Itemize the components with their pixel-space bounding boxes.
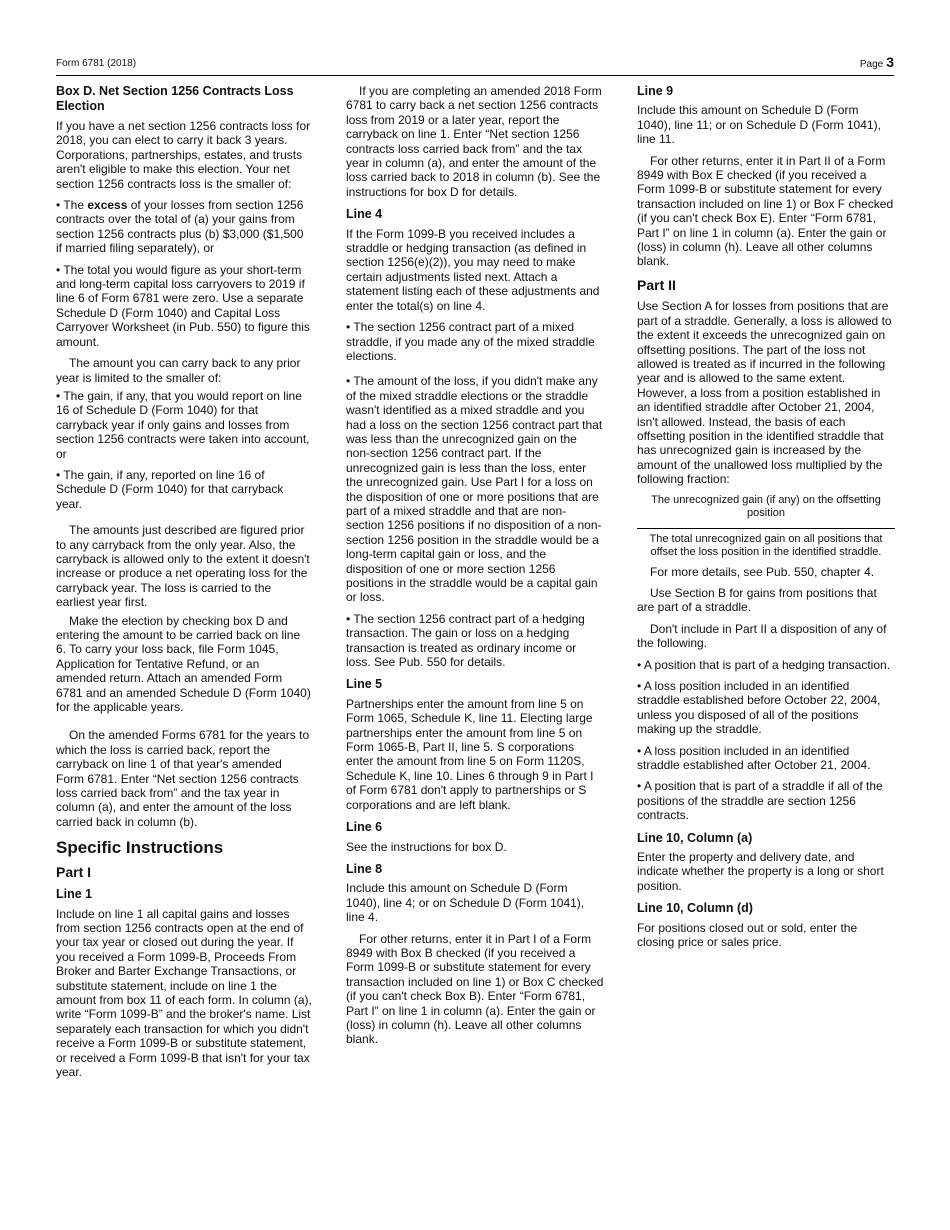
- line5-heading: Line 5: [346, 677, 383, 692]
- page-number: 3: [886, 54, 894, 70]
- line4-bullet-mixed: • The section 1256 contract part of a mixed straddle, if you made any of the mixed straddle elections.: [346, 320, 595, 363]
- line4-bullet-hedging: • The section 1256 contract part of a hedging transaction. The gain or loss on a hedging transaction is treated as ordinary income or loss. See Pub. 550 for details.: [346, 611, 585, 670]
- election-paragraph: Make the election by checking box D and entering the amount to be carried back on line 6. To carry your loss back, file Form 1045, Application for Tentative Refund, or an amended return. Attach an amended Form 6781 and an amended Schedule D (Form 1040) for the applicable years.: [56, 613, 311, 715]
- line10d-text: For positions closed out or sold, enter the closing price or sales price.: [637, 920, 858, 950]
- line1-heading: Line 1: [56, 887, 93, 902]
- line10a-text: Enter the property and delivery date, and indicate whether the property is a long or short position.: [637, 850, 884, 893]
- line6-heading: Line 6: [346, 820, 383, 835]
- specific-instructions-heading: Specific Instructions: [56, 838, 224, 858]
- carryback-limit: The amount you can carry back to any prior year is limited to the smaller of:: [56, 356, 301, 385]
- more-details: For more details, see Pub. 550, chapter 4.: [650, 564, 875, 579]
- form-label: Form 6781 (2018): [56, 58, 137, 69]
- bullet-excess-bold: excess: [87, 198, 128, 213]
- line8-text: Include this amount on Schedule D (Form 1040), line 4; or on Schedule D (Form 1041), line 4.: [346, 881, 585, 925]
- unallowed-loss-fraction: [637, 494, 895, 559]
- part2-bullet-all-1256: • A position that is part of a straddle if all of the positions of the straddle are section 1256 contracts.: [637, 779, 883, 823]
- fraction-bar: [637, 528, 895, 529]
- bullet-excess: [56, 198, 312, 256]
- line6-text: See the instructions for box D.: [346, 839, 507, 854]
- fraction-numerator: The unrecognized gain (if any) on the offsetting position: [651, 493, 881, 519]
- line8-other-returns: For other returns, enter it in Part I of a Form 8949 with Box B checked (if you received a Form 1099-B or substitute statement for every transaction included on line 1) or Box C checked (if you can't check Box B). Enter “Form 6781, Part I” on line 1 in column (a). Enter the gain or (loss) in column (h). Leave all other columns blank.: [346, 931, 604, 1047]
- bullet-carryover: • The total you would figure as your short-term and long-term capital loss carryovers to 2019 if line 6 of Form 6781 were zero. Use a separate Schedule D (Form 1040) and Capital Loss Carryover Worksheet (in Pub. 550) to figure this amount.: [56, 262, 310, 349]
- line5-text: Partnerships enter the amount from line 5 on Form 1065, Schedule K, line 11. Electing large partnerships enter the amount from line 5 on Form 1065-B, Part II, line 5. S corporations enter the amount from line 5 on Form 1120S, Schedule K, line 10. Lines 6 through 9 in Part I of Form 6781 don't apply to partnerships or S corporations and are left blank.: [346, 696, 594, 812]
- bullet-gain-reported: • The gain, if any, reported on line 16 of Schedule D (Form 1040) for that carryback year.: [56, 467, 284, 511]
- line1-text: Include on line 1 all capital gains and losses from section 1256 contracts open at the end of your tax year or closed out during the year. If you received a Form 1099-B, Proceeds From Broker and Barter Exchange Transactions, or substitute statement, include on line 1 the amount from box 11 of each form. In column (a), write “Form 1099-B” and the broker's name. List separately each transaction for which you didn't receive a Form 1099-B or substitute statement, or received a Form 1099-B that isn't for your tax year.: [56, 906, 312, 1079]
- line4-bullet-loss: • The amount of the loss, if you didn't make any of the mixed straddle elections or the straddle wasn't identified as a mixed straddle and you had a loss on the section 1256 contract part that was less than the unrecognized gain on the non-section 1256 contract part. If the unrecognized gain is less than the loss, enter the unrecognized gain. Use Part I for a loss on the disposition of one or more positions that are part of a mixed straddle and that are non-section 1256 positions if no disposition of a non-section 1256 position in the straddle would be a long-term capital gain or loss, and the disposition of one or more section 1256 positions in the straddle would be a capital gain or loss.: [346, 374, 603, 605]
- amended-paragraph: On the amended Forms 6781 for the years to which the loss is carried back, report the carryback on line 1 of that year's amended Form 6781. Enter “Net section 1256 contracts loss carried back from” and the tax year in column (a), and enter the amount of the loss carried back in column (b).: [56, 728, 310, 829]
- page-word: Page: [859, 59, 884, 70]
- line10a-heading: Line 10, Column (a): [637, 830, 753, 845]
- part2-text: Use Section A for losses from positions that are part of a straddle. Generally, a loss is allowed to the extent it exceeds the unrecognized gain on offsetting positions. The part of the loss not allowed is treated as if incurred in the following year and is allowed to the same extent. However, a loss from a position established in an identified straddle after October 21, 2004, isn't allowed. Instead, the basis of each offsetting position in the identified straddle that has unrecognized gain is increased by the amount of the unallowed loss multiplied by the following fraction:: [637, 299, 892, 487]
- boxd-intro: If you have a net section 1256 contracts loss for 2018, you can elect to carry it back 3 years. Corporations, partnerships, estates, and trusts aren't eligible to make this election. Your net section 1256 contracts loss is the smaller of:: [56, 119, 311, 191]
- amended-2018-paragraph: If you are completing an amended 2018 Form 6781 to carry back a net section 1256 contracts loss from 2019 or a later year, report the carryback on line 1. Enter “Net section 1256 contracts loss carried back from” and the tax year in column (a), and enter the amount of the loss carried back to 2018 in column (b). See the instructions for box D for details.: [346, 84, 602, 199]
- line8-heading: Line 8: [346, 861, 383, 876]
- amounts-paragraph: The amounts just described are figured prior to any carryback from the only year. Also, the carryback is allowed only to the extent it doesn't increase or produce a net operating loss for the carryback year. The loss is carried to the earliest year first.: [56, 523, 310, 610]
- page-header: [56, 55, 894, 76]
- line10d-heading: Line 10, Column (d): [637, 901, 753, 916]
- line9-heading: Line 9: [637, 84, 674, 98]
- part2-bullet-after-oct21: • A loss position included in an identified straddle established after October 21, 2004.: [637, 743, 871, 773]
- column-1: [56, 84, 312, 1086]
- line4-heading: Line 4: [346, 207, 383, 222]
- section-b-paragraph: Use Section B for gains from positions that are part of a straddle.: [637, 585, 877, 615]
- column-2: [346, 84, 604, 1054]
- bullet-excess-post: of your losses from section 1256 contracts over the total of (a) your gains from section 1256 contracts plus (b) $3,000 ($1,500 if married filing separately), or: [56, 198, 304, 256]
- column-3: [637, 84, 895, 957]
- bullet-gain-line16: • The gain, if any, that you would report on line 16 of Schedule D (Form 1040) for that carryback year if only gains and losses from section 1256 contracts were taken into account, or: [56, 388, 310, 461]
- part2-bullet-before-oct22: • A loss position included in an identified straddle established before October 22, 2004, unless you disposed of all of the positions making up the straddle.: [637, 679, 881, 737]
- page-indicator: [860, 54, 894, 70]
- line4-text: If the Form 1099-B you received includes a straddle or hedging transaction (as defined in section 1256(e)(2)), you may need to make certain adjustments listed next. Attach a statement listing each of these adjustments and enter the total(s) on line 4.: [346, 226, 600, 313]
- boxd-heading: Box D. Net Section 1256 Contracts Loss Election: [56, 84, 294, 113]
- fraction-denominator: The total unrecognized gain on all positions that offset the loss position in the identified straddle.: [649, 532, 883, 558]
- bullet-excess-pre: • The: [56, 198, 88, 213]
- part2-bullet-hedging: • A position that is part of a hedging transaction.: [637, 657, 891, 672]
- part2-heading: Part II: [637, 276, 676, 293]
- line9-other-returns: For other returns, enter it in Part II of a Form 8949 with Box E checked (if you received a Form 1099-B or substitute statement for every transaction included on line 1) or Box F checked (if you can't check Box E). Enter “Form 6781, Part I” on line 1 in column (a). Enter the gain or (loss) in column (h). Leave all other columns blank.: [637, 153, 894, 269]
- part1-heading: Part I: [56, 863, 92, 880]
- dont-include-paragraph: Don't include in Part II a disposition of any of the following.: [637, 621, 887, 651]
- line9-text: Include this amount on Schedule D (Form 1040), line 11; or on Schedule D (Form 1041), line 11.: [637, 103, 881, 147]
